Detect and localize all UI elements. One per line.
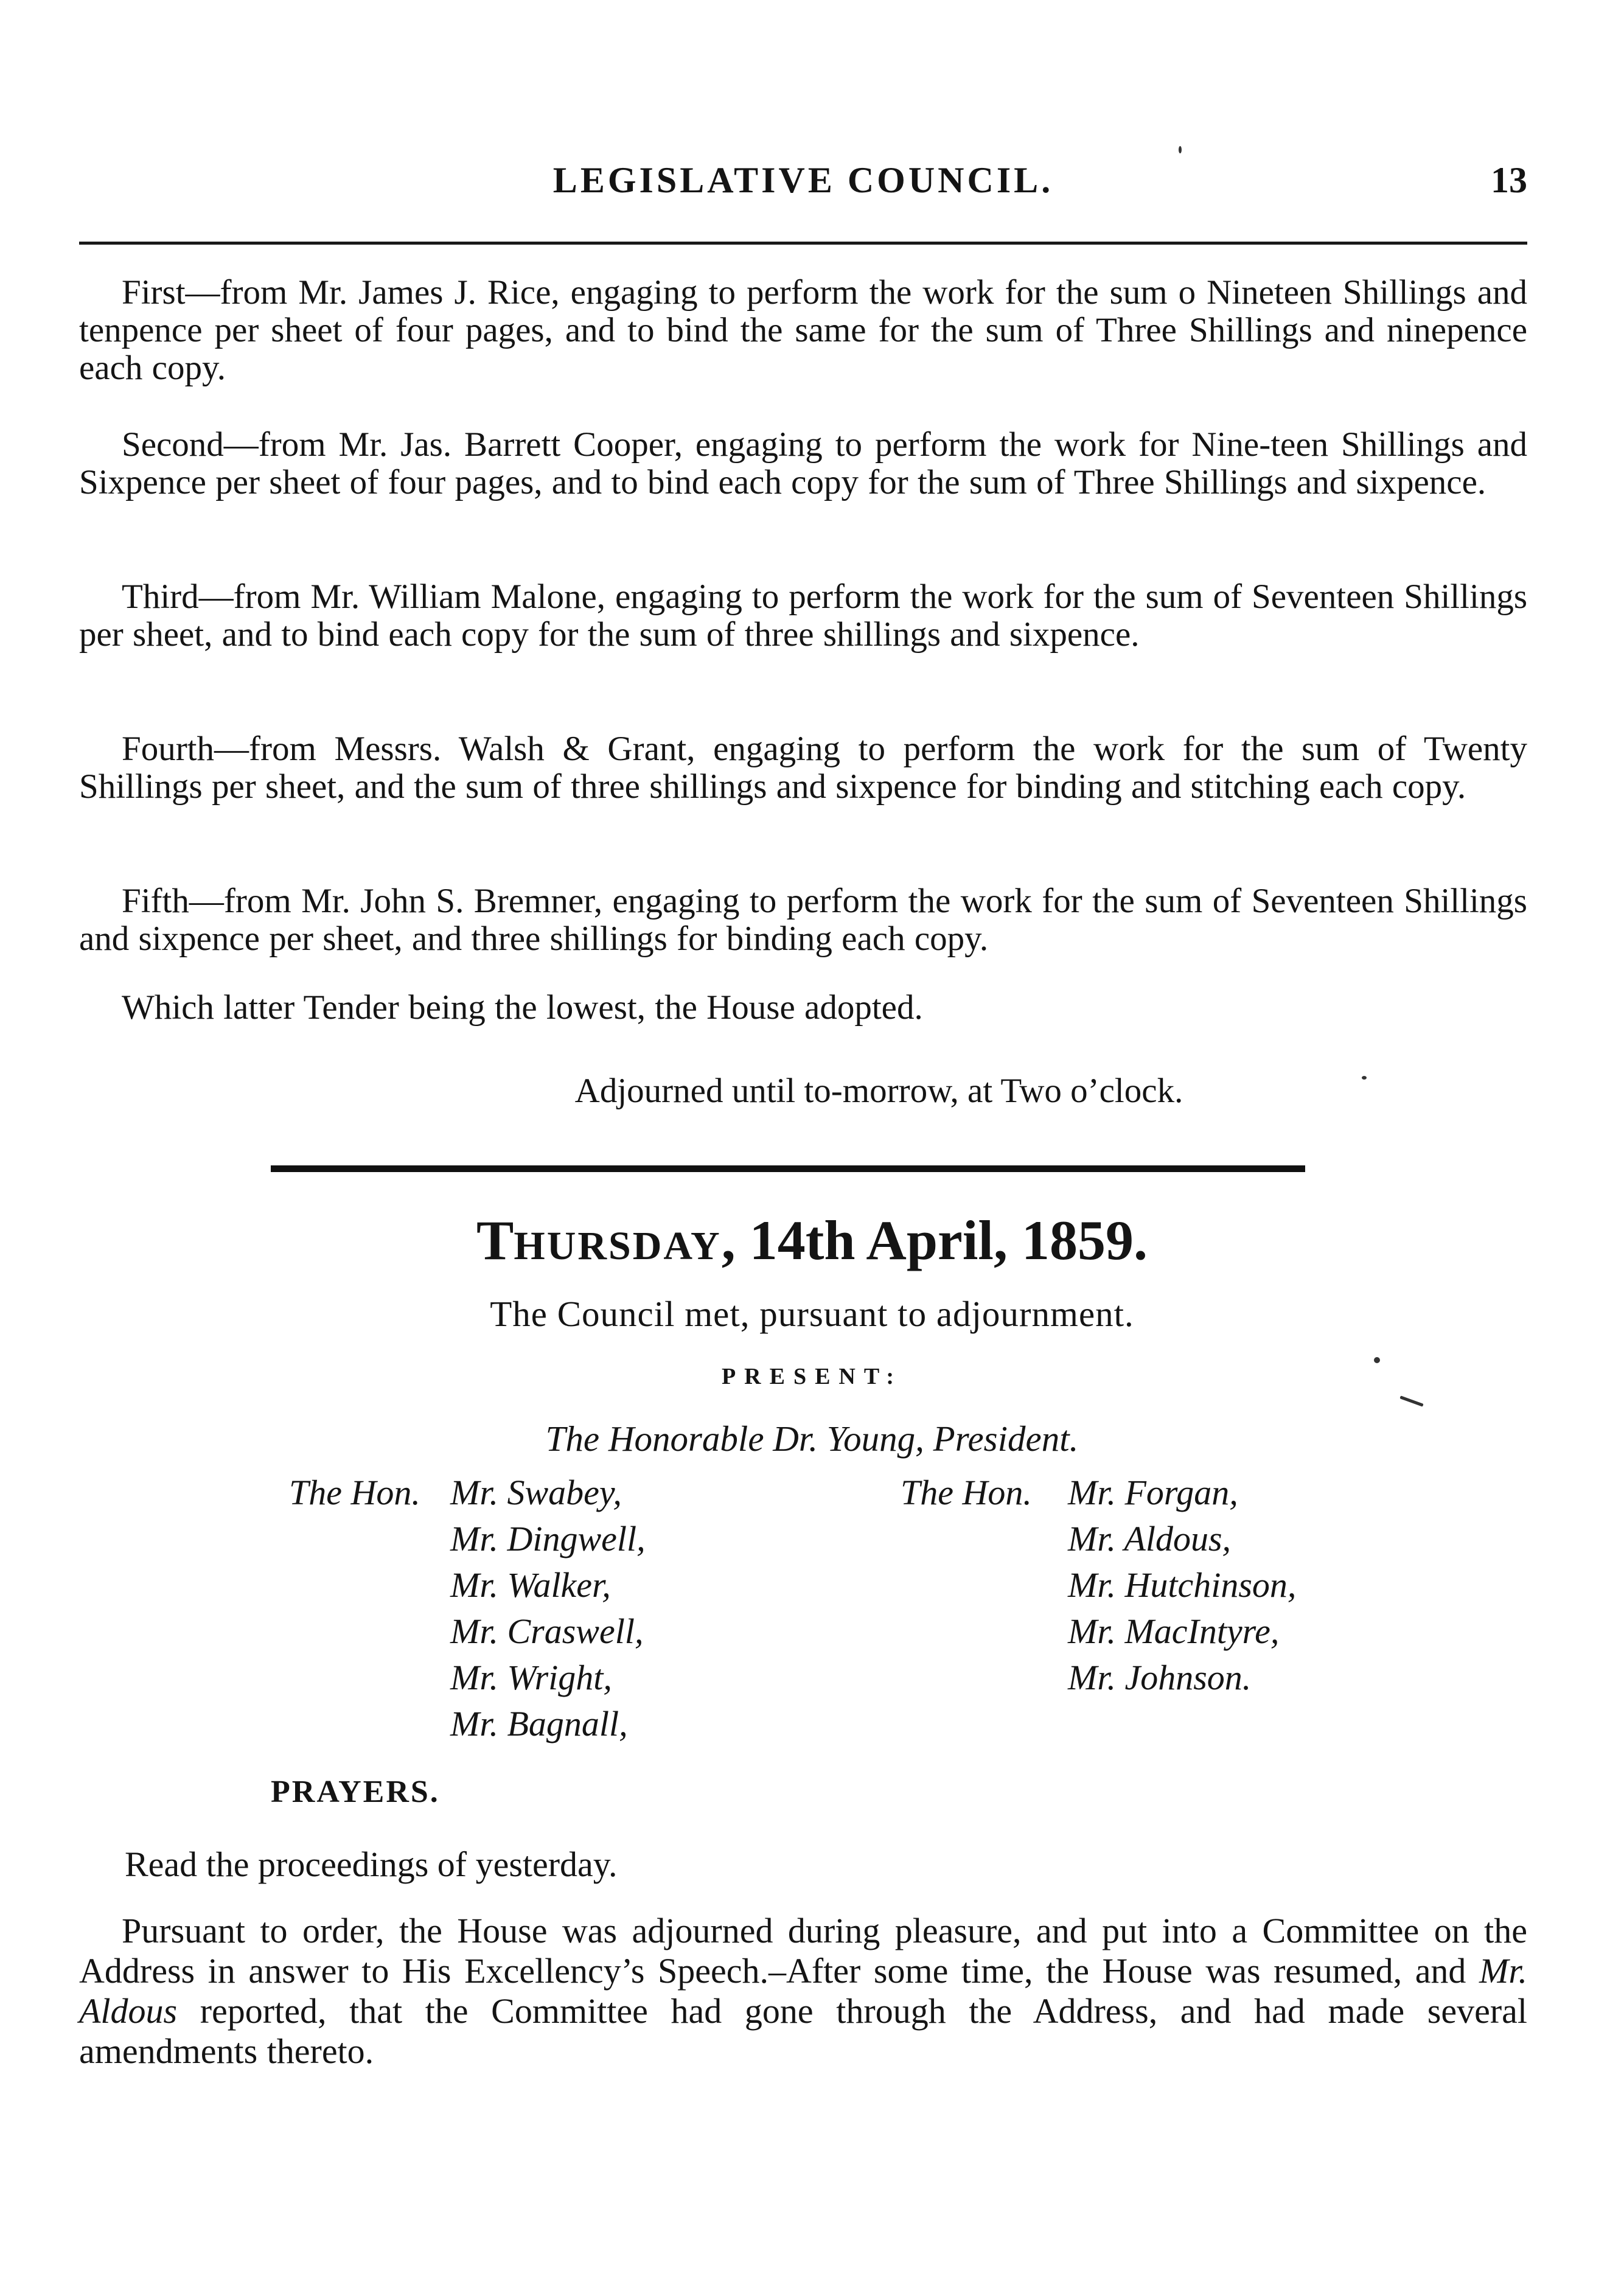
member-row xyxy=(901,1470,1296,1516)
day-heading xyxy=(0,1208,1624,1272)
member-row xyxy=(289,1562,646,1608)
tender-paragraph: Second—from Mr. Jas. Barrett Cooper, engaging to perform the work for Nine-teen Shillings and Sixpence per sheet of four pages, and to bind each copy for the sum of Three Shillings and sixpence. xyxy=(79,425,1527,501)
president-line: The Honorable Dr. Young, President. xyxy=(545,1419,1079,1459)
member-row xyxy=(901,1655,1296,1701)
adopted-note xyxy=(79,989,1527,1027)
tender-third xyxy=(79,578,1527,654)
member-row xyxy=(289,1470,646,1516)
member-name: Mr. Forgan, xyxy=(1068,1473,1238,1512)
pursuant-paragraph xyxy=(79,1911,1527,2072)
member-prefix: The Hon. xyxy=(289,1473,420,1512)
prayers-heading: PRAYERS. xyxy=(271,1775,440,1809)
pursuant-text-before: Pursuant to order, the House was adjourned during pleasure, and put into a Committee on the Address in answer to His Excellency’s Speech.–After some time, the House was resumed, and xyxy=(79,1911,1527,1991)
weekday-rest: HURSDAY xyxy=(514,1224,722,1268)
member-name: Mr. Wright, xyxy=(450,1658,612,1697)
council-met-line: The Council met, pursuant to adjournment. xyxy=(490,1294,1134,1334)
member-name: Mr. Aldous, xyxy=(1068,1519,1232,1559)
scan-speck xyxy=(1179,146,1182,153)
day-date: , 14th April, 1859. xyxy=(721,1209,1148,1271)
member-name: Mr. Walker, xyxy=(450,1565,611,1605)
read-proceedings-line: Read the proceedings of yesterday. xyxy=(125,1845,618,1884)
tender-paragraph: Fourth—from Messrs. Walsh & Grant, engaging to perform the work for the sum of Twenty Shillings per sheet, and the sum of three shillings and sixpence for binding and stitching each copy. xyxy=(79,730,1527,806)
header-rule xyxy=(79,242,1527,245)
member-prefix: The Hon. xyxy=(901,1473,1032,1512)
member-name: Mr. Johnson. xyxy=(1068,1658,1252,1697)
member-row xyxy=(901,1608,1296,1655)
member-row xyxy=(289,1655,646,1701)
member-row xyxy=(289,1701,646,1747)
pursuant-member: Mr. Aldous xyxy=(79,1951,1527,2031)
scan-speck xyxy=(1399,1395,1423,1406)
tender-second xyxy=(79,426,1527,501)
member-row xyxy=(901,1562,1296,1608)
running-title: LEGISLATIVE COUNCIL. xyxy=(552,160,1054,200)
member-name: Mr. Craswell, xyxy=(450,1611,644,1651)
member-row xyxy=(289,1516,646,1562)
tender-paragraph: Third—from Mr. William Malone, engaging to perform the work for the sum of Seventeen Shillings per sheet, and to bind each copy for the sum of three shillings and sixpence. xyxy=(79,578,1527,654)
member-row xyxy=(901,1516,1296,1562)
tender-fourth xyxy=(79,730,1527,806)
weekday-initial: T xyxy=(476,1209,514,1271)
tender-paragraph: Fifth—from Mr. John S. Bremner, engaging to perform the work for the sum of Seventeen Shillings and sixpence per sheet, and three shillings for binding each copy. xyxy=(79,882,1527,958)
member-name: Mr. Bagnall, xyxy=(450,1704,628,1744)
adjournment-line: Adjourned until to-morrow, at Two o’clock. xyxy=(574,1072,1183,1110)
scan-speck xyxy=(1362,1076,1367,1080)
members-right-column xyxy=(901,1470,1296,1701)
present-label: PRESENT: xyxy=(721,1364,903,1389)
member-name: Mr. Swabey, xyxy=(450,1473,622,1512)
tender-paragraph: First—from Mr. James J. Rice, engaging to perform the work for the sum o Nineteen Shillings and tenpence per sheet of four pages, and to bind the same for the sum of Three Shillings and ninepence each copy. xyxy=(79,273,1527,387)
member-name: Mr. Hutchinson, xyxy=(1068,1565,1297,1605)
page-number: 13 xyxy=(1491,160,1527,200)
pursuant-paragraph-block xyxy=(79,1911,1527,2072)
tender-fifth xyxy=(79,882,1527,958)
member-row xyxy=(289,1608,646,1655)
scan-speck xyxy=(1374,1357,1380,1363)
adopted-paragraph: Which latter Tender being the lowest, the House adopted. xyxy=(122,988,923,1027)
members-left-column xyxy=(289,1470,646,1747)
tender-first xyxy=(79,274,1527,387)
pursuant-text-after: reported, that the Committee had gone through the Address, and had made several amendments thereto. xyxy=(79,1991,1527,2071)
member-name: Mr. MacIntyre, xyxy=(1068,1611,1280,1651)
member-name: Mr. Dingwell, xyxy=(450,1519,646,1559)
section-rule xyxy=(271,1165,1305,1172)
page-header xyxy=(79,159,1527,208)
